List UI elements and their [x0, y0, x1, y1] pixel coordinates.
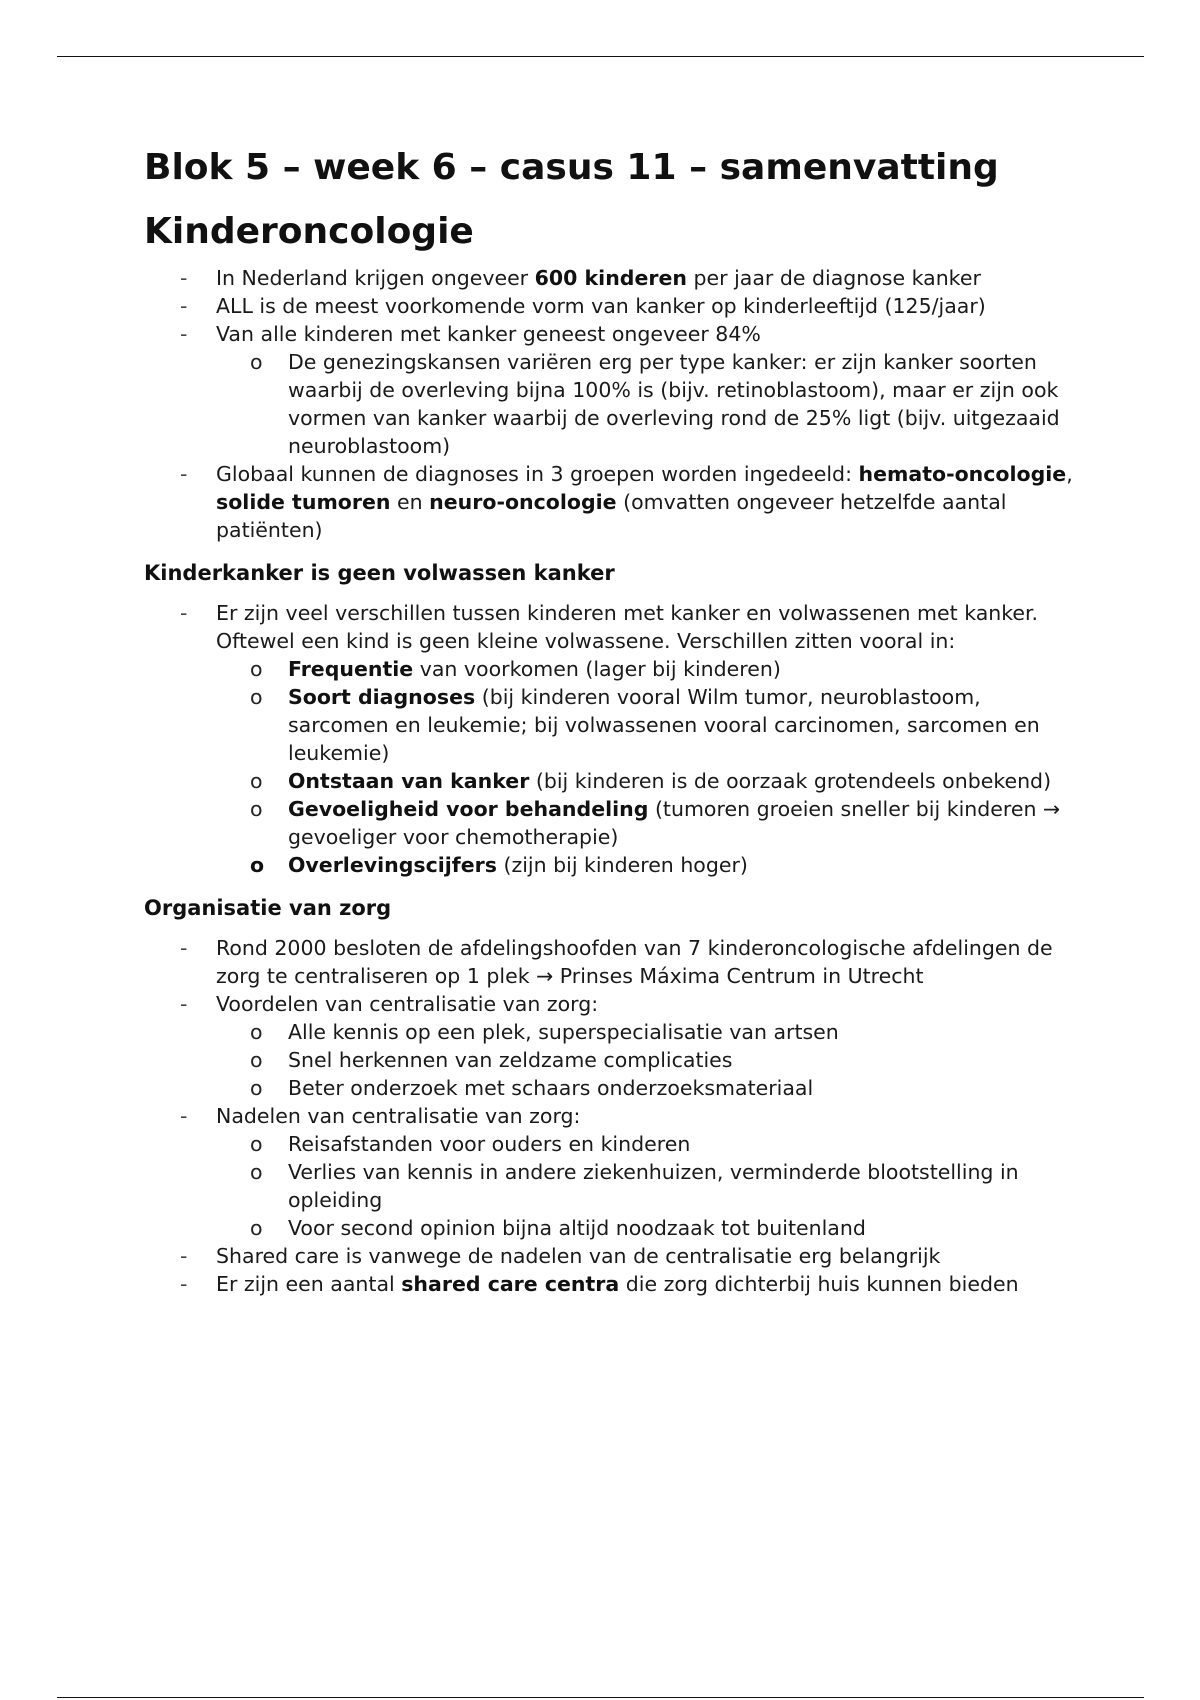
- intro-list: [144, 264, 1074, 544]
- dash-bullet: -: [180, 1244, 188, 1268]
- dash-bullet: -: [180, 462, 188, 486]
- sub-list-item: [216, 655, 1074, 683]
- circle-bullet: o: [250, 1076, 263, 1100]
- dash-bullet: -: [180, 601, 188, 625]
- sub-item-text: Beter onderzoek met schaars onderzoeksmateriaal: [288, 1076, 814, 1100]
- item-text: Globaal kunnen de diagnoses in 3 groepen worden ingedeeld:: [216, 462, 859, 486]
- item-bold: hemato-oncologie: [858, 462, 1067, 486]
- sub-list-item: [216, 1018, 1074, 1046]
- title-line-2: Kinderoncologie: [144, 211, 474, 252]
- circle-bullet: o: [250, 797, 263, 821]
- circle-bullet: o: [250, 853, 265, 877]
- dash-bullet: -: [180, 1272, 188, 1296]
- circle-bullet: o: [250, 657, 263, 681]
- item-text: (omvatten ongeveer hetzelfde aantal patiënten): [216, 490, 1007, 542]
- sub-list: [216, 1130, 1074, 1242]
- header-rule: [57, 56, 1144, 57]
- sub-item-text: De genezingskansen variëren erg per type kanker: er zijn kanker soorten waarbij de overleving bijna 100% is (bijv. retinoblastoom), maar er zijn ook vormen van kanker waarbij de overleving rond de 25% ligt (bijv. uitgezaaid neuroblastoom): [288, 350, 1060, 458]
- sub-item-text: (bij kinderen vooral Wilm tumor, neuroblastoom, sarcomen en leukemie; bij volwassenen vooral carcinomen, sarcomen en leukemie): [288, 685, 1040, 765]
- sub-item-text: Alle kennis op een plek, superspecialisatie van artsen: [288, 1020, 839, 1044]
- sub-list-item: [216, 1158, 1074, 1214]
- item-bold: neuro-oncologie: [429, 490, 617, 514]
- sub-item-bold: Overlevingscijfers: [288, 853, 497, 877]
- sub-item-text: Reisafstanden voor ouders en kinderen: [288, 1132, 691, 1156]
- dash-bullet: -: [180, 992, 188, 1016]
- item-text: die zorg dichterbij huis kunnen bieden: [619, 1272, 1019, 1296]
- item-text: Er zijn veel verschillen tussen kinderen met kanker en volwassenen met kanker. Oftewel een kind is geen kleine volwassene. Verschillen zitten vooral in:: [216, 601, 1039, 653]
- item-text: Nadelen van centralisatie van zorg:: [216, 1104, 581, 1128]
- sub-item-text: (bij kinderen is de oorzaak grotendeels onbekend): [529, 769, 1052, 793]
- list-item: [144, 599, 1074, 879]
- dash-bullet: -: [180, 1104, 188, 1128]
- title-line-1: Blok 5 – week 6 – casus 11 – samenvatting: [144, 147, 999, 188]
- sub-item-bold: Soort diagnoses: [288, 685, 476, 709]
- list-item: [144, 1242, 1074, 1270]
- section2-list: [144, 934, 1074, 1298]
- sub-list-item: [216, 1074, 1074, 1102]
- sub-item-bold: Frequentie: [288, 657, 414, 681]
- list-item: [144, 292, 1074, 320]
- sub-list-item: [216, 851, 1074, 879]
- item-text: Shared care is vanwege de nadelen van de centralisatie erg belangrijk: [216, 1244, 941, 1268]
- sub-list-item: [216, 795, 1074, 851]
- sub-list-item: [216, 348, 1074, 460]
- sub-item-text: Verlies van kennis in andere ziekenhuizen, verminderde blootstelling in opleiding: [288, 1160, 1019, 1212]
- footer-rule: [57, 1697, 1144, 1698]
- item-text: en: [390, 490, 430, 514]
- sub-list-item: [216, 1214, 1074, 1242]
- circle-bullet: o: [250, 1020, 263, 1044]
- sub-item-text: (tumoren groeien sneller bij kinderen → gevoeliger voor chemotherapie): [288, 797, 1061, 849]
- dash-bullet: -: [180, 294, 188, 318]
- sub-item-text: (zijn bij kinderen hoger): [496, 853, 748, 877]
- circle-bullet: o: [250, 1216, 263, 1240]
- list-item: [144, 990, 1074, 1102]
- sub-item-text: Voor second opinion bijna altijd noodzaak tot buitenland: [288, 1216, 866, 1240]
- section1-list: [144, 599, 1074, 879]
- sub-item-bold: Gevoeligheid voor behandeling: [288, 797, 649, 821]
- circle-bullet: o: [250, 1048, 263, 1072]
- dash-bullet: -: [180, 266, 188, 290]
- sub-list: [216, 655, 1074, 879]
- item-bold: solide tumoren: [216, 490, 391, 514]
- sub-list-item: [216, 683, 1074, 767]
- list-item: [144, 1102, 1074, 1242]
- item-text: per jaar de diagnose kanker: [687, 266, 981, 290]
- sub-list-item: [216, 767, 1074, 795]
- item-text: ALL is de meest voorkomende vorm van kanker op kinderleeftijd (125/jaar): [216, 294, 986, 318]
- item-text: Rond 2000 besloten de afdelingshoofden van 7 kinderoncologische afdelingen de zorg te centraliseren op 1 plek → Prinses Máxima Centrum in Utrecht: [216, 936, 1053, 988]
- dash-bullet: -: [180, 322, 188, 346]
- sub-list-item: [216, 1130, 1074, 1158]
- item-bold: shared care centra: [401, 1272, 620, 1296]
- item-text: Van alle kinderen met kanker geneest ongeveer 84%: [216, 322, 761, 346]
- section-heading: Kinderkanker is geen volwassen kanker: [144, 561, 615, 585]
- sub-list: [216, 1018, 1074, 1102]
- item-text: Er zijn een aantal: [216, 1272, 402, 1296]
- document-body: [144, 136, 1074, 1298]
- circle-bullet: o: [250, 1132, 263, 1156]
- section-heading: Organisatie van zorg: [144, 896, 392, 920]
- item-text: Voordelen van centralisatie van zorg:: [216, 992, 599, 1016]
- sub-item-text: Snel herkennen van zeldzame complicaties: [288, 1048, 733, 1072]
- item-text: ,: [1066, 462, 1073, 486]
- circle-bullet: o: [250, 350, 263, 374]
- list-item: [144, 320, 1074, 460]
- page-title: [144, 136, 1074, 264]
- sub-item-text: van voorkomen (lager bij kinderen): [413, 657, 781, 681]
- dash-bullet: -: [180, 936, 188, 960]
- list-item: [144, 264, 1074, 292]
- circle-bullet: o: [250, 769, 263, 793]
- sub-list: [216, 348, 1074, 460]
- sub-list-item: [216, 1046, 1074, 1074]
- list-item: [144, 934, 1074, 990]
- list-item: [144, 1270, 1074, 1298]
- item-text: In Nederland krijgen ongeveer: [216, 266, 535, 290]
- circle-bullet: o: [250, 685, 263, 709]
- list-item: [144, 460, 1074, 544]
- item-bold: 600 kinderen: [534, 266, 687, 290]
- circle-bullet: o: [250, 1160, 263, 1184]
- sub-item-bold: Ontstaan van kanker: [288, 769, 530, 793]
